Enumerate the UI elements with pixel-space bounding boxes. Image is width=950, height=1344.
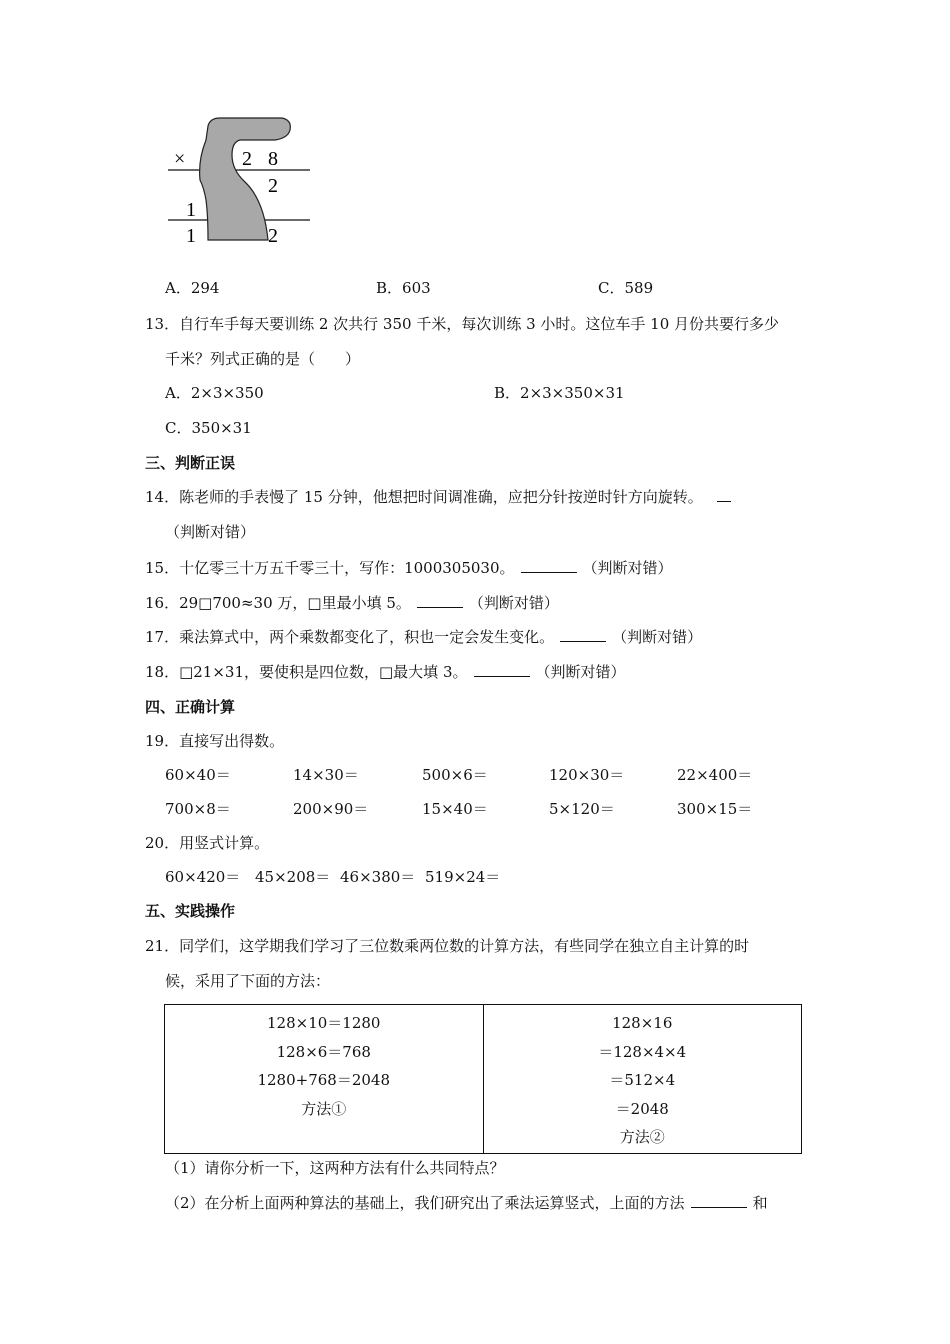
- calc-item: 120×30＝: [549, 766, 625, 784]
- question-text: （2）在分析上面两种算法的基础上，我们研究出了乘法运算竖式，上面的方法: [165, 1194, 685, 1212]
- digit: 2: [268, 175, 278, 197]
- calc-item: 22×400＝: [677, 766, 753, 784]
- question-text: 18．□21×31，要使积是四位数，□最大填 3。: [145, 663, 468, 681]
- calc-item: 200×90＝: [293, 800, 369, 818]
- answer-blank[interactable]: [474, 662, 530, 677]
- digit: 8: [268, 148, 278, 170]
- method-1-cell: [165, 1005, 484, 1154]
- covered-multiplication-figure: [160, 110, 320, 250]
- question-13-cont: 千米？列式正确的是（ ）: [165, 350, 361, 368]
- calc-item: 700×8＝: [165, 800, 231, 818]
- method-label: 方法②: [619, 1128, 665, 1146]
- method-step: 1280+768＝2048: [257, 1071, 391, 1089]
- digit: 2: [242, 148, 252, 170]
- option-a: A．2×3×350: [165, 384, 264, 402]
- calc-item: 300×15＝: [677, 800, 753, 818]
- question-text: 17．乘法算式中，两个乘数都变化了，积也一定会发生变化。: [145, 628, 555, 646]
- answer-blank[interactable]: [560, 627, 606, 642]
- judge-hint: （判断对错）: [165, 523, 256, 541]
- answer-blank[interactable]: [717, 487, 731, 502]
- method-label: 方法①: [301, 1099, 347, 1118]
- method-step: 128×6＝768: [276, 1042, 371, 1061]
- sub-question-1: （1）请你分析一下，这两种方法有什么共同特点？: [165, 1159, 505, 1177]
- sub-question-2: [165, 1193, 768, 1213]
- methods-table: [164, 1004, 802, 1154]
- method-step: 128×16: [612, 1014, 673, 1032]
- judge-hint: （判断对错）: [535, 663, 626, 681]
- option-b: B．603: [376, 279, 431, 297]
- section-heading: 四、正确计算: [145, 698, 236, 716]
- question-15: [145, 558, 673, 578]
- calc-item: 46×380＝: [340, 868, 416, 886]
- question-21-cont: 候，采用了下面的方法：: [165, 972, 331, 990]
- question-text: 16．29□700≈30 万，□里最小填 5。: [145, 594, 411, 612]
- question-text: 14．陈老师的手表慢了 15 分钟，他想把时间调准确，应把分针按逆时针方向旋转。: [145, 488, 703, 506]
- calc-item: 500×6＝: [422, 766, 488, 784]
- question-21: 21．同学们，这学期我们学习了三位数乘两位数的计算方法，有些同学在独立自主计算的时: [145, 937, 750, 955]
- option-b: B．2×3×350×31: [494, 384, 625, 402]
- question-14: [145, 487, 737, 507]
- question-text-tail: 和: [752, 1194, 768, 1212]
- answer-blank[interactable]: [521, 558, 577, 573]
- method-step: ＝128×4×4: [598, 1042, 687, 1061]
- judge-hint: （判断对错）: [468, 594, 559, 612]
- method-2-cell: [483, 1005, 802, 1154]
- calc-item: 60×40＝: [165, 766, 231, 784]
- times-sign: ×: [174, 148, 186, 170]
- judge-hint: （判断对错）: [582, 559, 673, 577]
- option-a: A．294: [165, 279, 220, 297]
- question-16: [145, 593, 559, 613]
- digit: 1: [186, 225, 196, 247]
- option-c: C．589: [598, 279, 654, 297]
- judge-hint: （判断对错）: [612, 628, 703, 646]
- answer-blank[interactable]: [691, 1193, 747, 1208]
- calc-item: 14×30＝: [293, 766, 359, 784]
- question-text: 15．十亿零三十万五千零三十，写作：1000305030。: [145, 559, 515, 577]
- question-18: [145, 662, 626, 682]
- section-heading: 五、实践操作: [145, 902, 236, 920]
- section-heading: 三、判断正误: [145, 454, 236, 472]
- calc-item: 5×120＝: [549, 800, 615, 818]
- question-13: 13．自行车手每天要训练 2 次共行 350 千米，每次训练 3 小时。这位车手 10 月份共要行多少: [145, 315, 780, 333]
- calc-item: 45×208＝: [255, 868, 331, 886]
- digit: 1: [186, 199, 196, 221]
- digit: 2: [268, 225, 278, 247]
- method-step: ＝512×4: [609, 1071, 676, 1089]
- method-step: ＝2048: [615, 1099, 669, 1118]
- answer-blank[interactable]: [417, 593, 463, 608]
- question-20: 20．用竖式计算。: [145, 834, 270, 852]
- method-step: 128×10＝1280: [267, 1014, 381, 1032]
- option-c: C．350×31: [165, 419, 252, 437]
- calc-item: 60×420＝: [165, 868, 241, 886]
- calc-item: 15×40＝: [422, 800, 488, 818]
- calc-item: 519×24＝: [425, 868, 501, 886]
- question-17: [145, 627, 702, 647]
- question-19: 19．直接写出得数。: [145, 732, 285, 750]
